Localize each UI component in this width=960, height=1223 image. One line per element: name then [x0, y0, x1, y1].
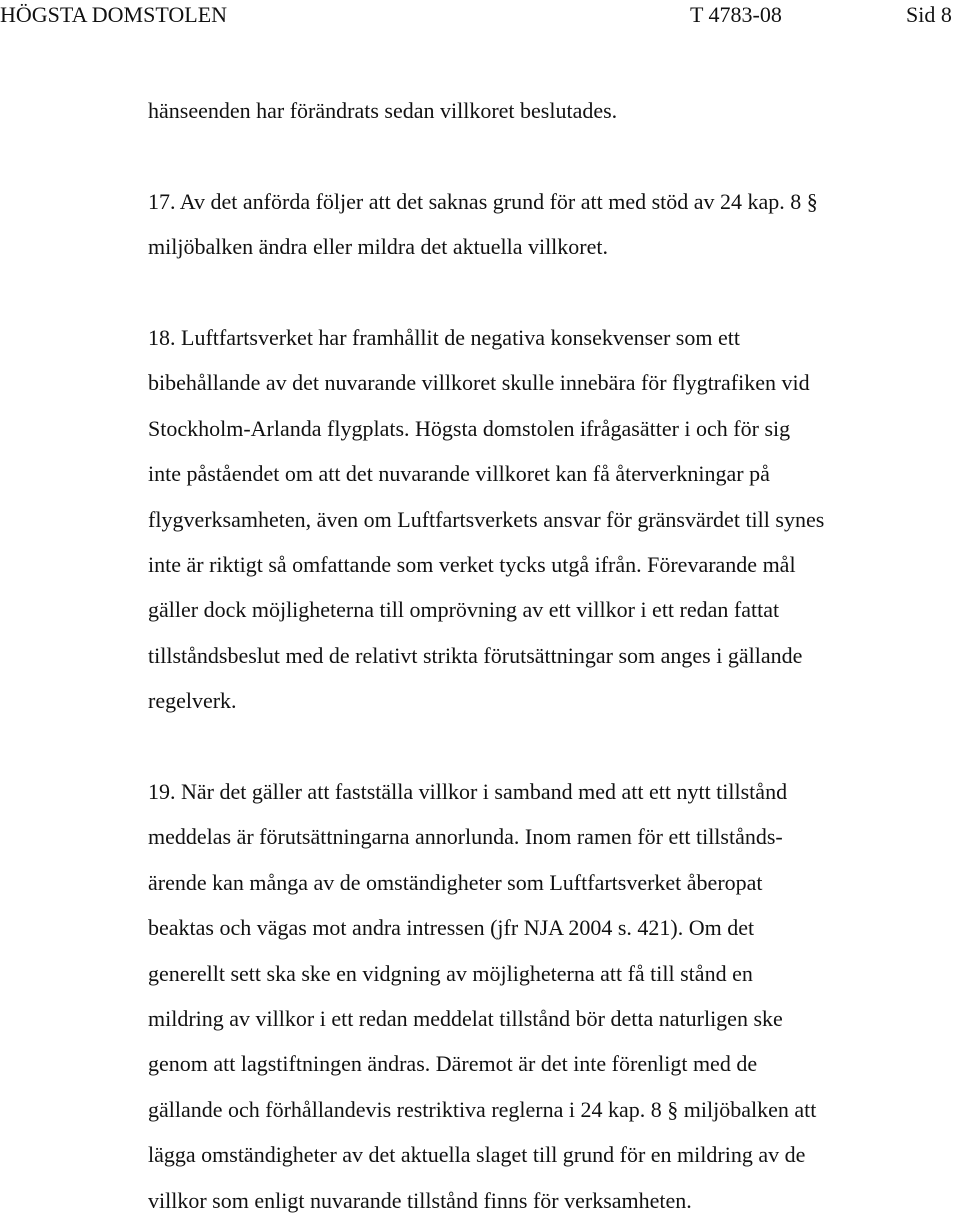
- text-line: genom att lagstiftningen ändras. Däremot är det inte förenligt med de: [148, 1051, 758, 1077]
- text-line: 18. Luftfartsverket har framhållit de negativa konsekvenser som ett: [148, 325, 740, 350]
- paragraph-19: [148, 769, 960, 1223]
- text-line: regelverk.: [148, 688, 237, 714]
- text-line: inte är riktigt så omfattande som verket tycks utgå ifrån. Förevarande mål: [148, 552, 796, 578]
- page-number: Sid 8: [906, 2, 952, 27]
- text-line: mildring av villkor i ett redan meddelat tillstånd bör detta naturligen ske: [148, 1006, 783, 1032]
- text-line: bibehållande av det nuvarande villkoret skulle innebära för flygtrafiken vid: [148, 370, 810, 396]
- text-line: lägga omständigheter av det aktuella slaget till grund för en mildring av de: [148, 1142, 806, 1168]
- paragraph-continuation: [148, 88, 960, 133]
- text-line: 19. När det gäller att fastställa villkor i samband med att ett nytt tillstånd: [148, 779, 788, 805]
- paragraph-18: [148, 315, 960, 724]
- text-line: villkor som enligt nuvarande tillstånd finns för verksamheten.: [148, 1187, 692, 1213]
- text-line: generellt sett ska ske en vidgning av möjligheterna att få till stånd en: [148, 960, 753, 986]
- text-line: ärende kan många av de omständigheter som Luftfartsverket åberopat: [148, 869, 763, 895]
- document-body: [148, 88, 960, 1223]
- text-line: gäller dock möjligheterna till omprövning av ett villkor i ett redan fattat: [148, 597, 780, 623]
- text-line: inte påståendet om att det nuvarande villkoret kan få återverkningar på: [148, 461, 770, 487]
- page-header: [0, 0, 960, 30]
- text-line: Stockholm-Arlanda flygplats. Högsta domstolen ifrågasätter i och för sig: [148, 415, 791, 441]
- text-line: hänseenden har förändrats sedan villkoret beslutades.: [148, 98, 618, 123]
- case-number: T 4783-08: [690, 2, 782, 27]
- court-name: HÖGSTA DOMSTOLEN: [0, 2, 228, 27]
- text-line: meddelas är förutsättningarna annorlunda. Inom ramen för ett tillstånds-: [148, 824, 783, 850]
- text-line: flygverksamheten, även om Luftfartsverkets ansvar för gränsvärdet till synes: [148, 506, 825, 532]
- text-line: gällande och förhållandevis restriktiva reglerna i 24 kap. 8 § miljöbalken att: [148, 1096, 817, 1122]
- text-line: 17. Av det anförda följer att det saknas grund för att med stöd av 24 kap. 8 §: [148, 188, 818, 214]
- paragraph-17: [148, 179, 960, 270]
- text-line: miljöbalken ändra eller mildra det aktuella villkoret.: [148, 234, 609, 260]
- text-line: beaktas och vägas mot andra intressen (jfr NJA 2004 s. 421). Om det: [148, 915, 755, 941]
- text-line: tillståndsbeslut med de relativt strikta förutsättningar som anges i gällande: [148, 642, 803, 668]
